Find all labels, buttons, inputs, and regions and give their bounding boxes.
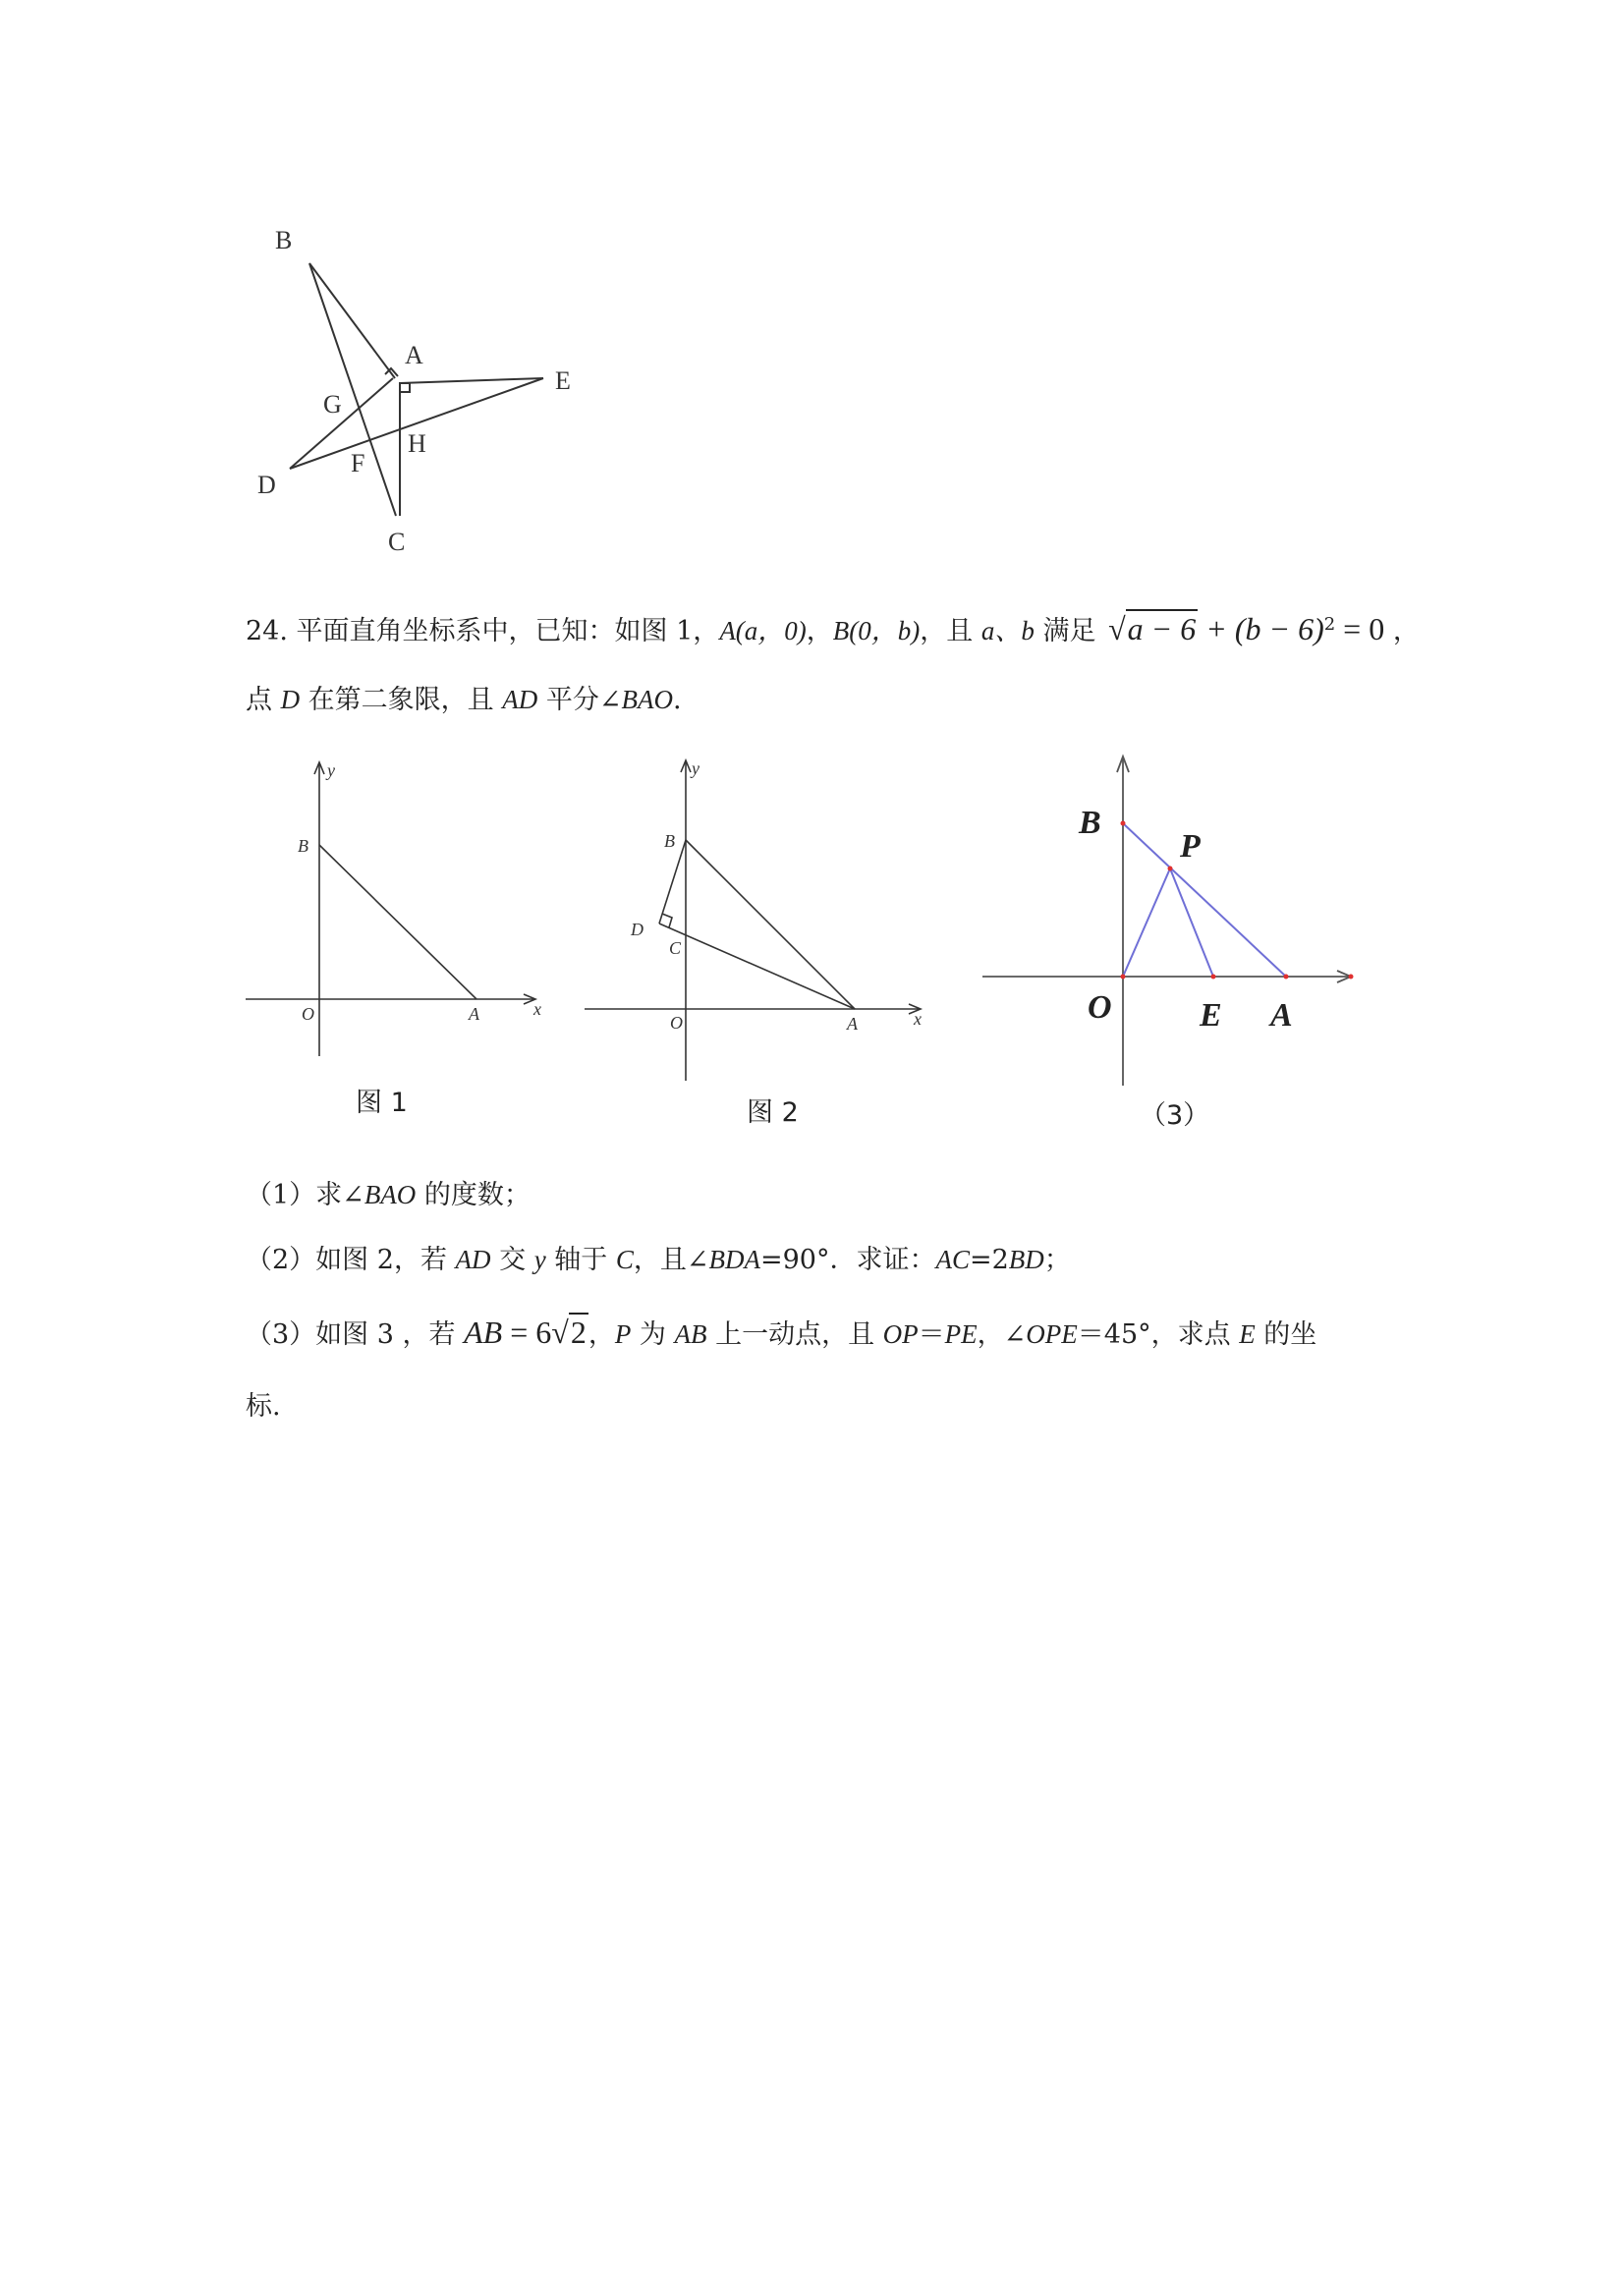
fig1-label-A: A <box>469 1004 479 1024</box>
subquestion-2: （2）如图 2，若 AD 交 y 轴于 C，且∠BDA=90°．求证：AC=2BD； <box>246 1245 1071 1275</box>
label-F: F <box>351 449 365 477</box>
fig2-segment-BD <box>659 840 686 924</box>
fig3-segment-OP <box>1123 868 1170 977</box>
fig3-point-O <box>1121 975 1126 980</box>
label-C: C <box>388 528 406 556</box>
segment-AE <box>400 378 543 383</box>
figure-2-caption: 图 2 <box>747 1097 799 1128</box>
label-D: D <box>257 471 276 499</box>
subquestion-3-line-2: 标. <box>246 1391 281 1422</box>
label-E: E <box>555 366 571 395</box>
fig1-label-x: x <box>533 999 541 1019</box>
label-G: G <box>323 390 342 419</box>
fig2-label-D: D <box>631 920 644 939</box>
fig2-label-C: C <box>669 938 682 958</box>
label-H: H <box>408 429 426 458</box>
fig3-segment-PE <box>1170 868 1213 977</box>
fig2-label-y: y <box>692 758 700 778</box>
fig3-point-B <box>1121 821 1126 826</box>
fig2-label-A: A <box>847 1014 858 1034</box>
fig3-point-P <box>1168 867 1173 871</box>
fig2-label-O: O <box>670 1013 683 1033</box>
fig1-label-y: y <box>327 760 335 780</box>
right-angle-mark-A <box>400 383 410 392</box>
problem-line-1: 24. 平面直角坐标系中，已知：如图 1，A(a，0)，B(0，b)，且 a、b 满足 $√a - 6 + (b - 6)^2 = 0$ ， <box>246 611 1420 646</box>
fig2-segment-BA <box>686 840 855 1009</box>
problem-intro: 平面直角坐标系中，已知：如图 1， <box>296 616 720 646</box>
fig1-label-O: O <box>302 1004 314 1024</box>
fig1-label-B: B <box>298 836 308 856</box>
fig1-segment-BA <box>319 845 476 999</box>
fig3-point-A <box>1284 975 1289 980</box>
fig3-label-O: O <box>1088 989 1112 1026</box>
label-B: B <box>275 226 293 254</box>
point-A-coords: A(a，0) <box>719 616 807 645</box>
subquestion-1: （1）求∠BAO 的度数； <box>246 1180 531 1210</box>
problem-line-2: 点 D 在第二象限，且 AD 平分∠BAO. <box>246 685 682 715</box>
segment-BA <box>309 263 395 378</box>
subquestion-3: （3）如图 3 ，若 AB = 6√2，P 为 AB 上一动点，且 OP＝PE，∠OPE＝45°，求点 E 的坐 <box>246 1315 1317 1350</box>
fig3-label-B: B <box>1079 805 1101 841</box>
fig3-label-A: A <box>1270 997 1293 1034</box>
fig3-arrow-tip <box>1349 975 1354 980</box>
fig2-segment-DA <box>659 924 855 1009</box>
figure-3 <box>978 747 1371 1091</box>
top-geometry-figure <box>246 216 599 570</box>
problem-number: 24. <box>246 616 288 646</box>
figure-3-caption: （3） <box>1140 1100 1210 1131</box>
fig3-label-E: E <box>1200 997 1222 1034</box>
figure-1 <box>241 756 555 1061</box>
figure-1-caption: 图 1 <box>356 1088 408 1118</box>
fig2-label-B: B <box>664 831 675 851</box>
figure-2 <box>580 756 933 1091</box>
condition-equation: $√a - 6 + (b - 6)^2 = 0$ <box>1108 611 1385 646</box>
label-A: A <box>405 341 423 369</box>
fig2-label-x: x <box>914 1009 922 1029</box>
point-B-coords: B(0，b) <box>832 616 921 645</box>
fig3-label-P: P <box>1180 828 1201 865</box>
fig3-point-E <box>1211 975 1216 980</box>
